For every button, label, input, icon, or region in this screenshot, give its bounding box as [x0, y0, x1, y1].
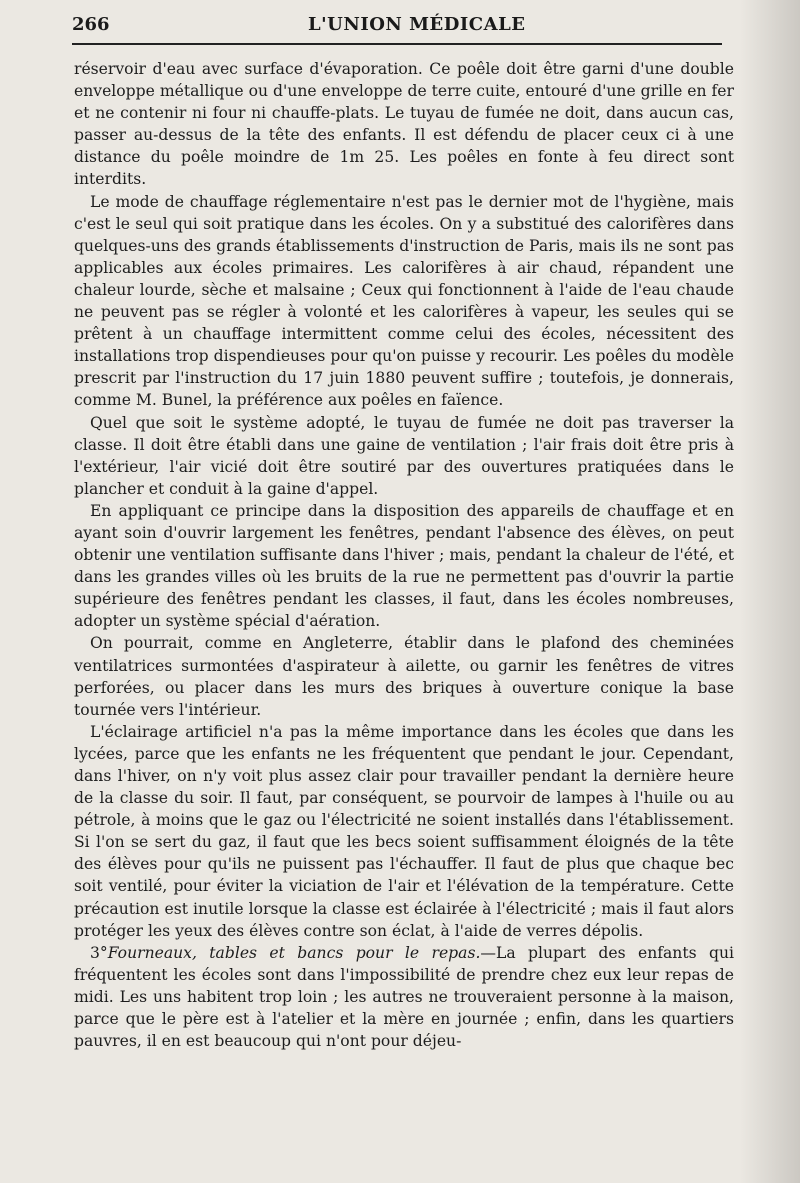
paragraph-stove: réservoir d'eau avec surface d'évaporation. Ce poêle doit être garni d'une double enveloppe métallique ou d'une enveloppe de terre cuite, entouré d'une grille en fer et ne contenir ni four ni chauffe-plats. Le tuyau de fumée ne doit, dans aucun cas, passer au-dessus de la tête des enfants. Il est défendu de placer ceux ci à une distance du poêle moindre de 1m 25. Les poêles en fonte à feu direct sont interdits.: [74, 60, 734, 189]
journal-title: L'UNION MÉDICALE: [308, 14, 526, 35]
section-text: —La plupart des enfants qui fréquentent les écoles sont dans l'impossibilité de prendre chez eux leur repas de midi. Les uns habitent trop loin ; les autres ne trouveraient personne à la maison, parce que le père est à l'atelier et la mère en journée ; enfin, dans les quartiers pauvres, il en est beaucoup qui n'ont pour déjeu-: [74, 943, 734, 1051]
paragraph-england: On pourrait, comme en Angleterre, établir dans le plafond des cheminées ventilatrices surmontées d'aspirateur à ailette, ou garnir les fenêtres de vitres perforées, ou placer dans les murs des briques à ouverture conique la base tournée vers l'intérieur.: [74, 634, 734, 719]
page-number: 266: [72, 14, 110, 35]
header-rule: [72, 43, 722, 45]
running-head: [72, 12, 732, 40]
paragraph-smoke-pipe: Quel que soit le système adopté, le tuyau de fumée ne doit pas traverser la classe. Il doit être établi dans une gaine de ventilation ; l'air frais doit être pris à l'extérieur, l'air vicié doit être soutiré par des ouvertures pratiquées dans le plancher et conduit à la gaine d'appel.: [74, 413, 734, 498]
paragraph-heating-mode: Le mode de chauffage réglementaire n'est pas le dernier mot de l'hygiène, mais c'est le seul qui soit pratique dans les écoles. On y a substitué des calorifères dans quelques-uns des grands établissements d'instruction de Paris, mais ils ne sont pas applicables aux écoles primaires. Les calorifères à air chaud, répandent une chaleur lourde, sèche et malsaine ; Ceux qui fonctionnent à l'aide de l'eau chaude ne peuvent pas se régler à volonté et les calorifères à vapeur, les seules qui se prêtent à un chauffage intermittent comme celui des écoles, nécessitent des installations trop dispendieuses pour qu'on puisse y recourir. Les poêles du modèle prescrit par l'instruction du 17 juin 1880 peuvent suffire ; toutefois, je donnerais, comme M. Bunel, la préférence aux poêles en faïence.: [74, 192, 734, 410]
article-body: [74, 58, 734, 1052]
paragraph-lighting: L'éclairage artificiel n'a pas la même importance dans les écoles que dans les lycées, parce que les enfants ne les fréquentent que pendant le jour. Cependant, dans l'hiver, on n'y voit plus assez clair pour travailler pendant la dernière heure de la classe du soir. Il faut, par conséquent, se pourvoir de lampes à l'huile ou au pétrole, à moins que le gaz ou l'électricité ne soient installés dans l'établissement. Si l'on se sert du gaz, il faut que les becs soient suffisamment éloignés de la tête des élèves pour qu'ils ne puissent pas l'échauffer. Il faut de plus que chaque bec soit ventilé, pour éviter la viciation de l'air et l'élévation de la température. Cette précaution est inutile lorsque la classe est éclairée à l'électricité ; mais il faut alors protéger les yeux des élèves contre son éclat, à l'aide de verres dépolis.: [74, 722, 734, 940]
section-heading: Fourneaux, tables et bancs pour le repas.: [107, 943, 481, 962]
section-meals: [74, 942, 734, 1052]
section-number: 3°: [90, 943, 108, 962]
paragraph-ventilation: En appliquant ce principe dans la disposition des appareils de chauffage et en ayant soin d'ouvrir largement les fenêtres, pendant l'absence des élèves, on peut obtenir une ventilation suffisante dans l'hiver ; mais, pendant la chaleur de l'été, et dans les grandes villes où les bruits de la rue ne permettent pas d'ouvrir la partie supérieure des fenêtres pendant les classes, il faut, dans les écoles nombreuses, adopter un système spécial d'aération.: [74, 501, 734, 631]
